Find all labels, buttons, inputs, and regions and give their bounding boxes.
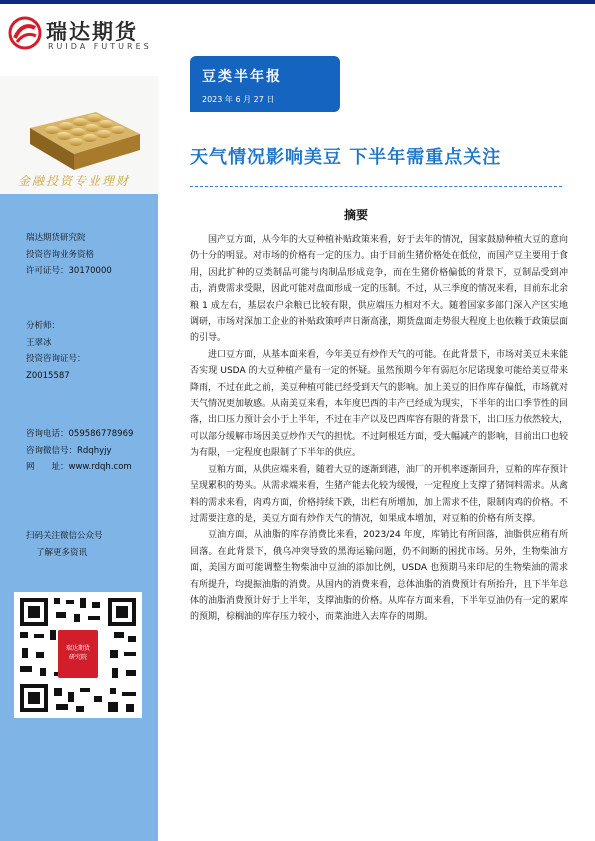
- contact-website: [26, 459, 133, 476]
- website-label: 网 址：: [26, 462, 69, 472]
- contact-wechat: 咨询微信号：Rdqhyjy: [26, 445, 112, 456]
- report-type: 豆类半年报: [202, 69, 282, 85]
- brand-logo: [8, 16, 168, 56]
- brand-name-en: RUIDA FUTURES: [48, 42, 152, 51]
- consult-number: Z0015587: [26, 370, 70, 381]
- qualification: 投资咨询业务资格: [26, 249, 95, 260]
- contact-phone: 咨询电话：059586778969: [26, 429, 134, 439]
- abstract-paragraph: 豆粕方面，从供应端来看，随着大豆的逐渐到港，油厂的开机率逐渐回升，豆粕的库存预计呈现累积的势头。从需求端来看，生猪产能去化较为缓慢，一定程度上支撑了猪饲料需求。从禽料的需求来看，肉鸡方面，价格持续下跌，出栏有所增加，加上需求不佳，限制肉鸡的价格。不过需要注意的是，美豆方面有炒作天气的情况，如果成本增加，对豆粕的价格有所支撑。: [190, 464, 569, 524]
- brand-name-cn: 瑞达期货: [46, 20, 138, 44]
- abstract-heading: 摘要: [344, 208, 369, 222]
- institute-info: [26, 230, 112, 280]
- abstract-paragraph: 豆油方面，从油脂的库存消费比来看，2023/24 年度，库销比有所回落，油脂供应稍有所回落。在此背景下，俄乌冲突导致的黑海运输问题，仍不间断的困扰市场。另外，生物柴油方面，美国方面可能调整生物柴油中豆油的添加比例，USDA 也预期马来印尼的生物柴油的需求有所提升，均提振油脂的消费。从国内的消费来看，总体油脂的消费预计有所抬升，且下半年总体的油脂消费预计好于上半年，支撑油脂的价格。从库存方面来看，下半年豆油仍有一定的累库的预期，棕榈油的库存压力较小，而菜油进入去库存的周期。: [190, 530, 569, 623]
- title-divider: [190, 186, 562, 187]
- more-info-text: 了解更多资讯: [36, 547, 88, 558]
- report-date: 2023 年 6 月 27 日: [202, 95, 275, 104]
- contact-info: [26, 426, 133, 476]
- follow-prompt: [26, 528, 103, 561]
- sidebar: [0, 194, 158, 841]
- analyst-label: 分析师：: [26, 321, 61, 331]
- consult-number-label: 投资咨询证号：: [26, 354, 86, 364]
- qr-badge-text: 瑞达期货研究院: [65, 645, 91, 661]
- analyst-name: 王翠冰: [26, 337, 52, 348]
- analyst-info: [26, 318, 86, 384]
- report-type-banner: [190, 56, 340, 112]
- abstract-paragraph: 国产豆方面，从今年的大豆种植补贴政策来看，好于去年的情况，国家鼓励种植大豆的意向仍十分的明显。对市场的价格有一定的压力。由于目前生猪价格处在低位，而国产豆主要用于食用，因此扩种的豆类制品可能与肉制品形成竞争，而在生猪价格偏低的背景下，豆制品受到冲击，消费需求受限，因此可能对盘面形成一定的压制。不过，从三季度的情况来看，目前东北余粮 1 成左右，基层农户余粮已比较有限，供应端压力相对不大。随着国家多部门深入产区实地调研，市场对深加工企业的补贴政策呼声日渐高涨，期货盘面走势很大程度上也依赖于政策层面的引导。: [190, 235, 569, 344]
- ruida-logo-icon: [8, 16, 42, 50]
- follow-text: 扫码关注微信公众号: [26, 531, 103, 541]
- abstract-paragraph: 进口豆方面，从基本面来看，今年美豆有炒作天气的可能。在此背景下，市场对美豆未来能否实现 USDA 的大豆种植产量有一定的怀疑。虽然预期今年有弱厄尔尼诺现象可能给美豆带来降雨，不过在此之前，美豆种植可能已经受到天气的影响。加上美豆的旧作库存偏低，市场就对天气情况更加敏感。从南美豆来看，本年度巴西的丰产已经成为现实，下半年的出口季节性的回落，出口压力预计会小于上半年，不过在丰产以及巴西库容有限的背景下，出口压力依然较大，可以部分缓解市场因美豆炒作天气的担忧。不过阿根廷方面，受大幅减产的影响，目前出口也较为有限，一定程度也限制了下半年的供应。: [190, 349, 569, 459]
- institute-name: 瑞达期货研究院: [26, 233, 86, 243]
- hero-image: [0, 76, 158, 194]
- license-number: 许可证号：30170000: [26, 266, 112, 276]
- top-accent-bar: [0, 0, 595, 4]
- abstract-body: [190, 232, 568, 626]
- qr-code-icon[interactable]: [14, 592, 142, 718]
- hero-slogan: 金融投资专业理财: [18, 174, 131, 188]
- page-title: 天气情况影响美豆 下半年需重点关注: [190, 147, 502, 168]
- website-link[interactable]: www.rdqh.com: [68, 462, 132, 472]
